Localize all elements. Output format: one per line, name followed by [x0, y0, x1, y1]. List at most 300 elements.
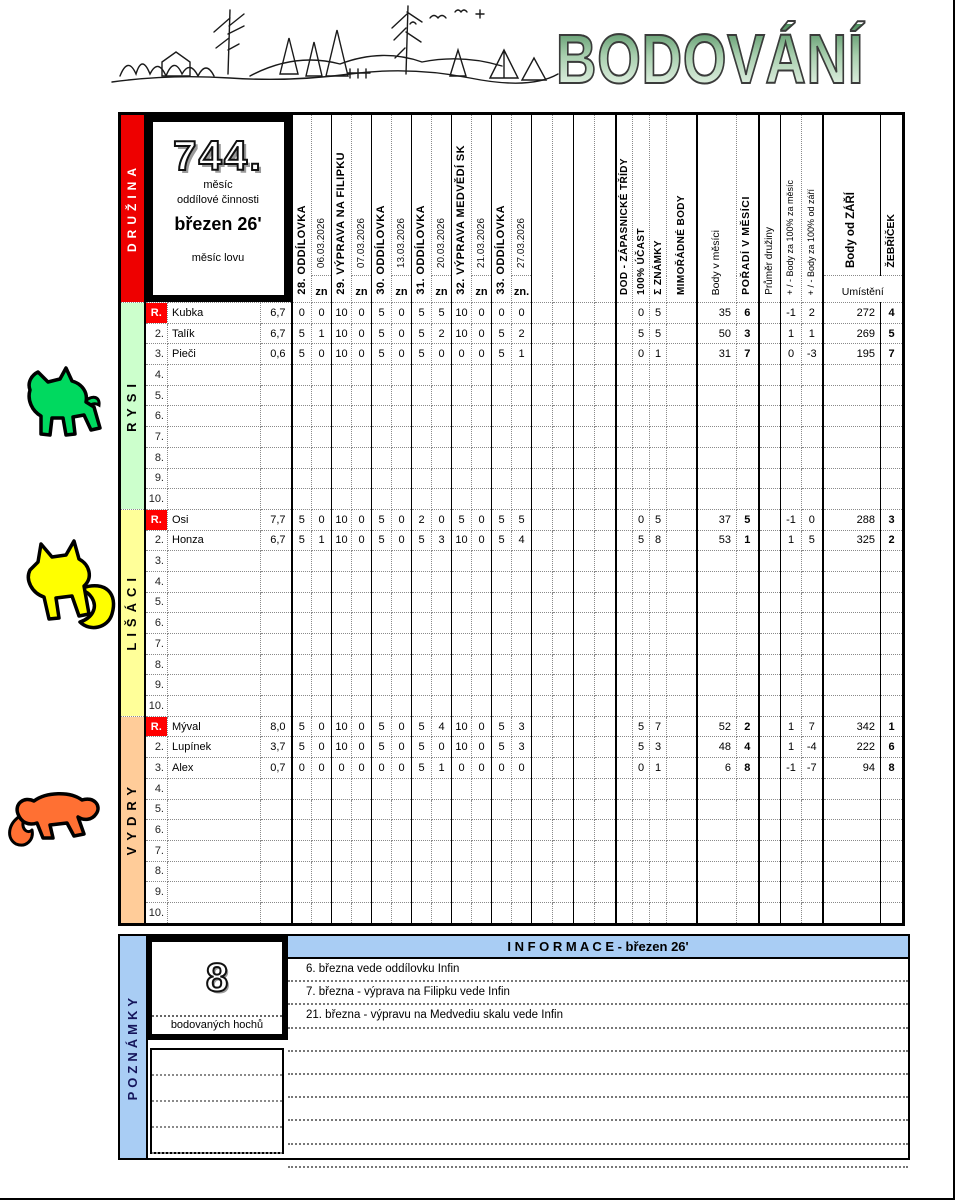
cell-event-grade — [352, 840, 372, 861]
cell-total-points — [823, 861, 881, 882]
cell-event-grade — [432, 406, 452, 427]
cell-event-grade — [512, 882, 532, 903]
cell-attendance: 5 — [633, 737, 650, 758]
cell-dod — [616, 882, 633, 903]
cell-ladder-rank — [881, 902, 904, 924]
cell-spare — [553, 675, 574, 696]
cell-spare — [532, 489, 553, 510]
cell-average — [261, 468, 292, 489]
cell-event-score — [372, 696, 392, 717]
cell-event-score — [372, 902, 392, 924]
cell-bonus-month — [781, 778, 802, 799]
cell-extra-points — [667, 406, 697, 427]
umisteni-label: Umístění — [823, 276, 904, 303]
info-line — [288, 1029, 908, 1052]
cell-bonus-month — [781, 489, 802, 510]
druzina-label: DRUŽINA — [124, 162, 139, 252]
cell-event-score — [372, 571, 392, 592]
cell-event-grade — [352, 861, 372, 882]
cell-month-rank: 1 — [737, 530, 759, 551]
cell-event-score — [372, 427, 392, 448]
cell-event-score: 0 — [492, 758, 512, 779]
cell-ladder-rank — [881, 571, 904, 592]
cell-total-points — [823, 468, 881, 489]
cell-month-points — [697, 882, 737, 903]
cell-event-score — [412, 613, 432, 634]
group-bar-rysi — [120, 303, 145, 510]
cell-spare — [532, 468, 553, 489]
cell-spare — [532, 509, 553, 530]
cell-event-grade — [352, 799, 372, 820]
cell-month-points — [697, 551, 737, 572]
cell-grades-sum — [650, 654, 667, 675]
cell-event-grade — [312, 551, 332, 572]
cell-ladder-rank — [881, 654, 904, 675]
cell-event-grade — [352, 592, 372, 613]
cell-event-score — [412, 696, 432, 717]
cell-dod — [616, 571, 633, 592]
cell-grades-sum — [650, 385, 667, 406]
cell-event-grade — [432, 447, 452, 468]
cell-bonus-september: -3 — [802, 344, 823, 365]
cell-attendance — [633, 385, 650, 406]
info-line — [288, 1098, 908, 1121]
cell-event-score — [412, 468, 432, 489]
cell-spare — [532, 654, 553, 675]
cell-grades-sum — [650, 447, 667, 468]
cell-spare — [595, 882, 616, 903]
cell-bonus-september — [802, 654, 823, 675]
cell-member-name — [168, 489, 261, 510]
cell-event-score: 5 — [412, 323, 432, 344]
cell-bonus-september: 5 — [802, 530, 823, 551]
cell-event-grade — [352, 365, 372, 386]
cell-bonus-month — [781, 696, 802, 717]
cell-rank: 2. — [145, 323, 168, 344]
notes-section — [118, 934, 910, 1160]
cell-spare — [553, 303, 574, 324]
cell-spare — [595, 406, 616, 427]
cell-event-score — [492, 799, 512, 820]
cell-spare — [595, 468, 616, 489]
cell-month-rank — [737, 551, 759, 572]
cell-bonus-month — [781, 675, 802, 696]
cell-event-grade — [352, 468, 372, 489]
cell-event-grade: 0 — [392, 530, 412, 551]
cell-event-score: 5 — [372, 530, 392, 551]
cell-spare — [532, 530, 553, 551]
cell-spare — [574, 509, 595, 530]
cell-member-name: Talík — [168, 323, 261, 344]
cell-event-score — [412, 385, 432, 406]
cell-ladder-rank: 1 — [881, 716, 904, 737]
cell-event-score — [412, 778, 432, 799]
cell-event-score — [372, 861, 392, 882]
cell-month-points — [697, 654, 737, 675]
cell-event-grade: 0 — [472, 509, 492, 530]
cell-bonus-september — [802, 861, 823, 882]
cell-bonus-september: -4 — [802, 737, 823, 758]
cell-bonus-september — [802, 385, 823, 406]
blank-note-line — [152, 1076, 282, 1102]
cell-event-grade — [312, 427, 332, 448]
cell-total-points — [823, 778, 881, 799]
cell-event-grade — [512, 489, 532, 510]
cell-spare — [532, 799, 553, 820]
cell-dod — [616, 447, 633, 468]
cell-event-grade — [352, 551, 372, 572]
cell-spare — [553, 820, 574, 841]
cell-event-score — [372, 778, 392, 799]
page-title: BODOVÁNÍ — [556, 20, 865, 98]
cell-event-grade — [352, 675, 372, 696]
cell-attendance — [633, 551, 650, 572]
cell-bonus-month — [781, 654, 802, 675]
group-bar-lišáci — [120, 509, 145, 716]
cell-event-grade: 0 — [512, 303, 532, 324]
cell-event-grade — [432, 634, 452, 655]
cell-average — [261, 592, 292, 613]
info-line: 6. března vede oddílovku Infin — [288, 959, 908, 982]
cell-grades-sum: 3 — [650, 737, 667, 758]
cell-event-grade — [472, 447, 492, 468]
cell-spare — [574, 427, 595, 448]
cell-average — [261, 820, 292, 841]
cell-member-name — [168, 902, 261, 924]
camp-landscape-sketch — [110, 2, 560, 108]
cell-extra-points — [667, 323, 697, 344]
cell-month-points — [697, 592, 737, 613]
cell-member-name — [168, 427, 261, 448]
column-header-team-average: Průměr družiny — [759, 114, 781, 303]
cell-event-score — [492, 385, 512, 406]
column-header-bonus-september: + / - Body za 100% od září — [802, 114, 823, 303]
column-header-spare — [532, 114, 553, 303]
cell-team-average — [759, 323, 781, 344]
cell-event-score: 5 — [412, 303, 432, 324]
cell-spare — [595, 840, 616, 861]
cell-month-rank: 5 — [737, 509, 759, 530]
cell-bonus-september — [802, 882, 823, 903]
cell-event-grade — [472, 406, 492, 427]
cell-bonus-september — [802, 840, 823, 861]
cell-spare — [574, 613, 595, 634]
cell-ladder-rank — [881, 592, 904, 613]
cell-spare — [553, 716, 574, 737]
cell-month-points — [697, 634, 737, 655]
cell-ladder-rank — [881, 778, 904, 799]
cell-event-score: 5 — [372, 509, 392, 530]
cell-event-grade — [472, 613, 492, 634]
cell-event-score — [492, 902, 512, 924]
cell-total-points — [823, 613, 881, 634]
cell-team-average — [759, 427, 781, 448]
cell-attendance: 0 — [633, 303, 650, 324]
info-line — [288, 1075, 908, 1098]
cell-total-points — [823, 820, 881, 841]
cell-spare — [574, 778, 595, 799]
cell-event-score — [452, 696, 472, 717]
cell-bonus-september — [802, 778, 823, 799]
cell-team-average — [759, 385, 781, 406]
cell-event-grade: 0 — [472, 323, 492, 344]
cell-team-average — [759, 303, 781, 324]
cell-event-score — [492, 468, 512, 489]
cell-grades-sum: 5 — [650, 509, 667, 530]
cell-event-score — [332, 634, 352, 655]
cell-event-grade — [392, 820, 412, 841]
cell-total-points — [823, 882, 881, 903]
cell-event-grade — [512, 447, 532, 468]
cell-event-grade: 1 — [312, 530, 332, 551]
cell-spare — [595, 778, 616, 799]
cell-month-points — [697, 385, 737, 406]
cell-event-grade — [472, 902, 492, 924]
cell-event-grade: 0 — [392, 737, 412, 758]
cell-attendance — [633, 427, 650, 448]
cell-event-score — [332, 365, 352, 386]
cell-spare — [553, 634, 574, 655]
cell-event-grade: 0 — [472, 758, 492, 779]
cell-dod — [616, 551, 633, 572]
cell-bonus-month — [781, 406, 802, 427]
cell-month-points — [697, 696, 737, 717]
cell-event-grade — [472, 489, 492, 510]
cell-total-points — [823, 654, 881, 675]
cell-event-score — [492, 447, 512, 468]
cell-spare — [532, 696, 553, 717]
cell-month-rank — [737, 385, 759, 406]
cell-average: 3,7 — [261, 737, 292, 758]
cell-event-grade — [472, 861, 492, 882]
cell-month-rank — [737, 592, 759, 613]
cell-event-grade — [352, 778, 372, 799]
cell-event-score: 5 — [372, 716, 392, 737]
cell-month-rank — [737, 406, 759, 427]
cell-ladder-rank: 5 — [881, 323, 904, 344]
cell-month-rank: 2 — [737, 716, 759, 737]
cell-event-score: 0 — [332, 758, 352, 779]
cell-extra-points — [667, 634, 697, 655]
table-header — [120, 114, 904, 303]
zn-label: zn — [472, 276, 492, 303]
cell-event-grade — [352, 634, 372, 655]
cell-member-name — [168, 820, 261, 841]
cell-event-score — [292, 365, 312, 386]
cell-event-grade: 0 — [312, 344, 332, 365]
cell-team-average — [759, 571, 781, 592]
cell-event-grade: 1 — [432, 758, 452, 779]
cell-event-grade: 0 — [352, 323, 372, 344]
cell-team-average — [759, 737, 781, 758]
cell-attendance — [633, 447, 650, 468]
cell-team-average — [759, 344, 781, 365]
cell-total-points — [823, 571, 881, 592]
cell-spare — [574, 344, 595, 365]
info-line — [288, 1121, 908, 1144]
cell-event-score — [292, 489, 312, 510]
column-header-event: 31. ODDÍLOVKA — [412, 114, 432, 303]
cell-total-points — [823, 489, 881, 510]
cell-event-score — [412, 551, 432, 572]
cell-event-score — [492, 427, 512, 448]
cell-spare — [595, 447, 616, 468]
cell-ladder-rank — [881, 551, 904, 572]
cell-event-score: 10 — [332, 737, 352, 758]
cell-spare — [595, 696, 616, 717]
cell-attendance — [633, 613, 650, 634]
cell-extra-points — [667, 571, 697, 592]
zn-label: zn. — [512, 276, 532, 303]
cell-event-grade — [392, 861, 412, 882]
zn-label: zn — [392, 276, 412, 303]
info-title: I N F O R M A C E - březen 26' — [288, 936, 908, 959]
cell-dod — [616, 303, 633, 324]
cell-event-grade: 0 — [432, 509, 452, 530]
group-label: LIŠÁCI — [124, 572, 140, 651]
cell-rank: 5. — [145, 385, 168, 406]
column-header-event: 32. VÝPRAVA MEDVĚDÍ SK — [452, 114, 472, 303]
cell-dod — [616, 468, 633, 489]
cell-member-name — [168, 696, 261, 717]
cell-event-score — [452, 592, 472, 613]
cell-month-rank — [737, 799, 759, 820]
cell-ladder-rank: 7 — [881, 344, 904, 365]
cell-extra-points — [667, 365, 697, 386]
cell-event-score — [292, 613, 312, 634]
info-panel — [288, 936, 908, 1158]
cell-average — [261, 571, 292, 592]
cell-bonus-month — [781, 799, 802, 820]
cell-event-score — [332, 571, 352, 592]
cell-rank: 9. — [145, 675, 168, 696]
cell-event-score — [292, 778, 312, 799]
cell-event-grade — [312, 799, 332, 820]
cell-extra-points — [667, 778, 697, 799]
cell-spare — [574, 820, 595, 841]
cell-event-score: 10 — [332, 303, 352, 324]
cell-event-score: 2 — [412, 509, 432, 530]
cell-event-grade: 0 — [352, 716, 372, 737]
cell-attendance: 0 — [633, 509, 650, 530]
cell-spare — [595, 592, 616, 613]
cell-month-points — [697, 468, 737, 489]
cell-event-score — [412, 902, 432, 924]
cell-dod — [616, 323, 633, 344]
cell-average — [261, 840, 292, 861]
cell-month-rank — [737, 613, 759, 634]
cell-event-grade — [352, 820, 372, 841]
cell-dod — [616, 344, 633, 365]
cell-attendance — [633, 778, 650, 799]
cell-team-average — [759, 758, 781, 779]
cell-grades-sum — [650, 882, 667, 903]
cell-month-rank: 3 — [737, 323, 759, 344]
cell-event-score — [372, 592, 392, 613]
cell-extra-points — [667, 882, 697, 903]
cell-event-grade: 0 — [392, 344, 412, 365]
cell-ladder-rank — [881, 840, 904, 861]
cell-total-points — [823, 675, 881, 696]
cell-rank: 7. — [145, 840, 168, 861]
column-header-attendance: 100% ÚČAST — [633, 114, 650, 303]
cell-spare — [532, 365, 553, 386]
cell-event-score — [492, 592, 512, 613]
cell-event-grade — [512, 696, 532, 717]
cell-event-grade — [472, 820, 492, 841]
cell-spare — [574, 530, 595, 551]
column-header-spare — [595, 114, 616, 303]
cell-event-grade — [392, 799, 412, 820]
cell-event-score — [332, 820, 352, 841]
cell-event-grade — [472, 675, 492, 696]
cell-member-name — [168, 634, 261, 655]
cell-event-score — [292, 654, 312, 675]
blank-note-line — [152, 1050, 282, 1076]
cell-extra-points — [667, 654, 697, 675]
cell-event-score — [492, 840, 512, 861]
cell-event-grade — [432, 861, 452, 882]
cell-event-grade: 0 — [472, 737, 492, 758]
cell-month-points: 31 — [697, 344, 737, 365]
cell-event-grade — [432, 385, 452, 406]
column-header-ladder: ŽEBŘÍČEK — [881, 114, 904, 276]
cell-ladder-rank — [881, 799, 904, 820]
cell-attendance — [633, 696, 650, 717]
cell-spare — [553, 468, 574, 489]
cell-month-rank — [737, 365, 759, 386]
cell-spare — [595, 613, 616, 634]
period-box-frame — [146, 115, 291, 302]
column-header-event-date: 06.03.2026 — [312, 114, 332, 276]
cell-event-grade — [352, 882, 372, 903]
cell-event-score — [372, 820, 392, 841]
cell-bonus-month — [781, 634, 802, 655]
cell-event-score: 10 — [332, 716, 352, 737]
cell-average — [261, 861, 292, 882]
cell-event-grade: 0 — [352, 758, 372, 779]
cell-event-grade — [472, 634, 492, 655]
cell-event-score: 5 — [372, 737, 392, 758]
cell-bonus-september — [802, 447, 823, 468]
sketch-lines — [112, 6, 558, 83]
cell-event-grade: 0 — [352, 344, 372, 365]
cell-event-score — [292, 634, 312, 655]
cell-event-grade: 0 — [312, 303, 332, 324]
cell-ladder-rank — [881, 613, 904, 634]
cell-bonus-month: -1 — [781, 303, 802, 324]
cell-attendance: 5 — [633, 716, 650, 737]
group-label: RYSI — [124, 377, 140, 432]
cell-month-rank — [737, 820, 759, 841]
cell-attendance — [633, 654, 650, 675]
cell-event-score: 5 — [492, 323, 512, 344]
cell-event-grade — [392, 613, 412, 634]
blank-note-line — [152, 1102, 282, 1128]
cell-event-grade: 3 — [512, 737, 532, 758]
cell-event-score — [412, 571, 432, 592]
cell-spare — [532, 551, 553, 572]
cell-team-average — [759, 820, 781, 841]
cell-event-grade — [472, 592, 492, 613]
cell-event-score — [372, 365, 392, 386]
cell-attendance — [633, 882, 650, 903]
cell-event-score — [452, 427, 472, 448]
cell-event-score — [292, 861, 312, 882]
cell-dod — [616, 530, 633, 551]
cell-total-points — [823, 385, 881, 406]
cell-bonus-september — [802, 902, 823, 924]
